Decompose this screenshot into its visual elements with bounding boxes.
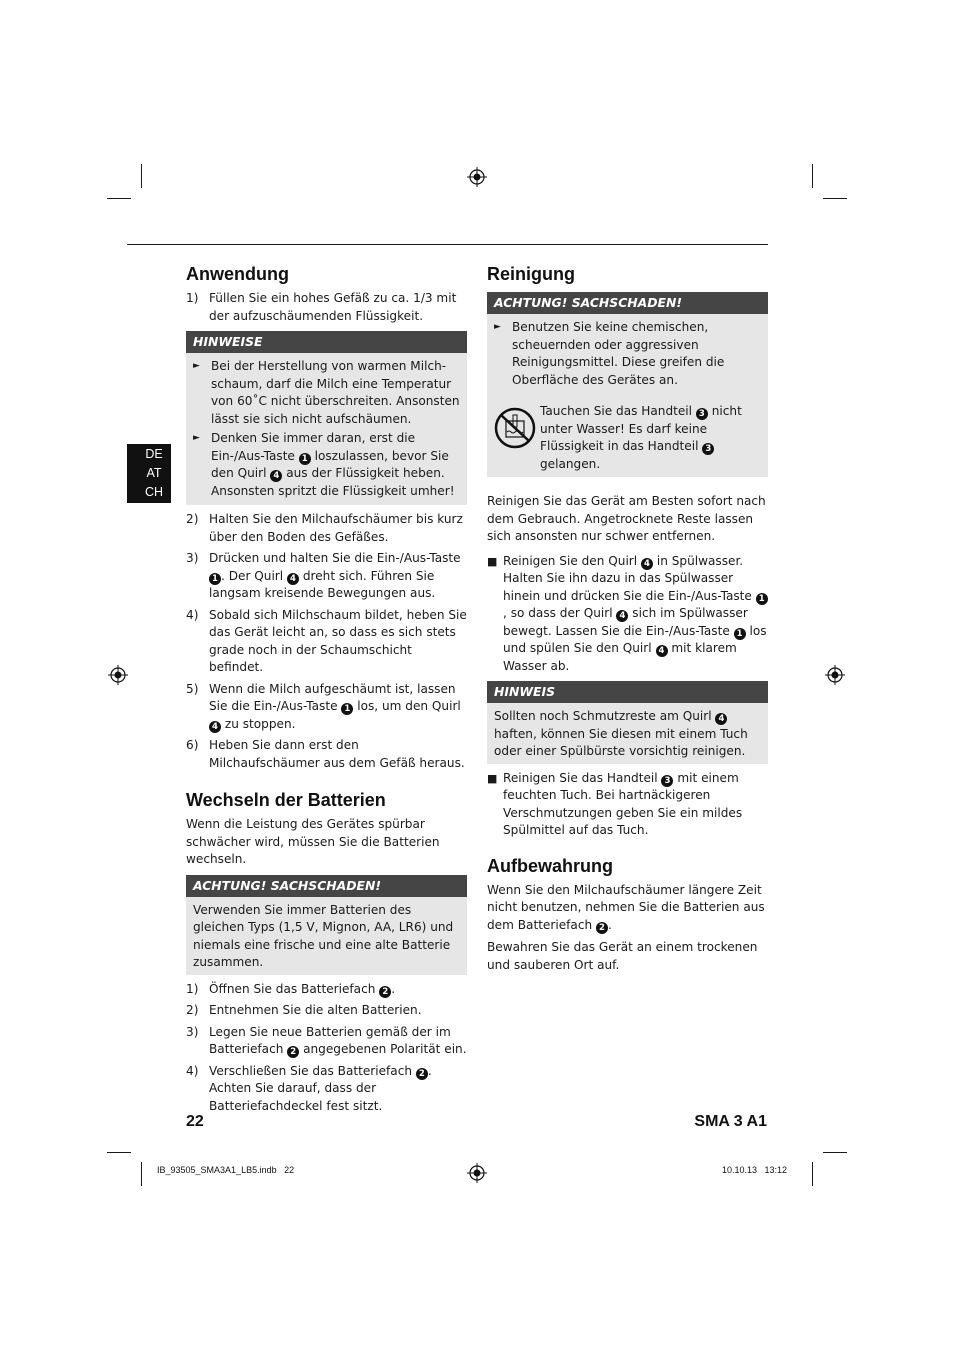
crop-mark: [823, 1152, 847, 1153]
list-item: [186, 737, 467, 772]
reinigung-paragraph: Reinigen Sie das Gerät am Besten sofort nach dem Gebrauch. Angetrocknete Reste lassen sich ansonsten nur schwer entfernen.: [487, 494, 766, 543]
callout-2-icon: 2: [379, 986, 391, 998]
note-text: Benutzen Sie keine chemischen, scheuernden oder aggressiven Reinigungsmittel. Diese greifen die Oberfläche des Gerätes an.: [512, 320, 725, 387]
step-text: Füllen Sie ein hohes Gefäß zu ca. 1/3 mit der aufzuschäumenden Flüssigkeit.: [209, 291, 457, 323]
reinigung-steps-continued: [487, 770, 768, 840]
step-number: 2): [186, 512, 199, 526]
step-text: Reinigen Sie das Handteil 3 mit einem feuchten Tuch. Bei hartnäckigeren Verschmutzungen geben Sie ein mildes Spülmittel auf das Tuch.: [503, 770, 743, 837]
arrow-icon: ►: [494, 322, 501, 332]
registration-mark-icon: [825, 665, 845, 685]
callout-4-icon: 4: [656, 645, 668, 657]
section-title-batterien: Wechseln der Batterien: [186, 790, 386, 810]
step-number: 4): [186, 1063, 199, 1078]
callout-3-icon: 3: [661, 775, 673, 787]
hinweis-box: [487, 681, 768, 764]
callout-1-icon: 1: [209, 573, 221, 585]
aufbewahrung-paragraph: Bewahren Sie das Gerät an einem trockenen und sauberen Ort auf.: [487, 940, 758, 972]
callout-1-icon: 1: [756, 593, 768, 605]
header-rule: [127, 244, 768, 245]
square-bullet-icon: ■: [487, 771, 498, 785]
step-text: Sobald sich Milchschaum bildet, heben Sie das Gerät leicht an, so dass es sich stets grade noch in der Schaumschicht befindet.: [209, 607, 467, 674]
language-ch: CH: [144, 485, 164, 499]
reinigung-steps: [487, 553, 768, 676]
model-name: SMA 3 A1: [694, 1113, 767, 1130]
registration-mark-icon: [108, 665, 128, 685]
callout-4-icon: 4: [616, 610, 628, 622]
box-title: ACHTUNG! SACHSCHADEN!: [186, 875, 467, 897]
list-item: [193, 430, 460, 500]
step-text: Drücken und halten Sie die Ein-/Aus-Taste 1 . Der Quirl 4 dreht sich. Führen Sie langsam kreisende Bewegungen aus.: [209, 551, 461, 600]
crop-mark: [107, 198, 131, 199]
square-bullet-icon: ■: [487, 554, 498, 568]
hinweise-box: [186, 331, 467, 505]
list-item: [186, 607, 467, 677]
list-item: [186, 1063, 467, 1116]
box-title: ACHTUNG! SACHSCHADEN!: [487, 292, 768, 314]
list-item: [186, 981, 467, 999]
box-title: HINWEIS: [487, 681, 768, 703]
step-number: 3): [186, 1024, 199, 1039]
batterien-intro: Wenn die Leistung des Gerätes spürbar schwächer wird, müssen Sie die Batterien wechseln.: [186, 817, 440, 866]
section-title-aufbewahrung: Aufbewahrung: [487, 855, 613, 876]
note-text: Tauchen Sie das Handteil 3 nicht unter Wasser! Es darf keine Flüssigkeit in das Handteil 3 gelangen.: [540, 404, 742, 471]
callout-1-icon: 1: [341, 703, 353, 715]
step-number: 4): [186, 607, 199, 622]
arrow-icon: ►: [193, 433, 200, 443]
callout-1-icon: 1: [299, 453, 311, 465]
step-text: Wenn die Milch aufgeschäumt ist, lassen Sie die Ein-/Aus-Taste 1 los, um den Quirl 4 zu stoppen.: [209, 681, 461, 732]
box-text: Sollten noch Schmutzreste am Quirl 4 haften, können Sie diesen mit einem Tuch oder einer Spülbürste vorsichtig reinigen.: [494, 709, 748, 758]
left-column: [186, 262, 467, 1119]
callout-1-icon: 1: [734, 628, 746, 640]
callout-2-icon: 2: [287, 1046, 299, 1058]
list-item: [186, 1002, 467, 1020]
list-item: [186, 511, 467, 546]
note-text: Bei der Herstellung von warmen Milchschaum, darf die Milch eine Temperatur von 60˚C nicht überschreiten. Ansonsten lässt sie sich nicht aufschäumen.: [211, 359, 460, 426]
list-item: [186, 681, 467, 734]
box-title: HINWEISE: [186, 331, 467, 353]
callout-2-icon: 2: [596, 922, 608, 934]
step-number: 2): [186, 1003, 199, 1017]
step-text: Verschließen Sie das Batteriefach 2 . Achten Sie darauf, dass der Batteriefachdeckel fest sitzt.: [209, 1063, 432, 1113]
step-number: 1): [186, 981, 199, 996]
list-item: [487, 770, 768, 840]
no-water-warning: [494, 403, 761, 473]
no-immersion-icon: [494, 407, 536, 449]
step-text: Halten Sie den Milchaufschäumer bis kurz über den Boden des Gefäßes.: [209, 512, 463, 544]
print-slug-file: IB_93505_SMA3A1_LB5.indb 22: [157, 1165, 295, 1175]
anwendung-steps: [186, 290, 467, 325]
language-tab: [127, 444, 171, 503]
language-at: AT: [146, 466, 162, 480]
step-text: Reinigen Sie den Quirl 4 in Spülwasser. Halten Sie ihn dazu in das Spülwasser hinein und drücken Sie die Ein-/Aus-Taste 1, so dass der Quirl 4 sich im Spülwasser bewegt. Lassen Sie die Ein-/Aus-Taste 1 los und spülen Sie den Quirl 4 mit klarem Wasser ab.: [503, 553, 767, 673]
right-column: [487, 262, 768, 978]
achtung-box: [487, 292, 768, 477]
anwendung-steps-continued: [186, 511, 467, 772]
crop-mark: [141, 1162, 142, 1186]
list-item: [186, 1024, 467, 1059]
achtung-box: [186, 875, 467, 975]
page-number: 22: [186, 1113, 204, 1130]
list-item: [193, 358, 460, 428]
registration-mark-icon: [467, 1163, 487, 1183]
callout-3-icon: 3: [702, 443, 714, 455]
step-text: Legen Sie neue Batterien gemäß der im Batteriefach 2 angegebenen Polarität ein.: [209, 1024, 467, 1057]
language-de: DE: [145, 447, 163, 461]
list-item: [186, 290, 467, 325]
callout-4-icon: 4: [209, 721, 221, 733]
callout-4-icon: 4: [641, 558, 653, 570]
list-item: [494, 319, 761, 389]
list-item: [487, 553, 768, 676]
callout-2-icon: 2: [416, 1068, 428, 1080]
crop-mark: [107, 1152, 131, 1153]
step-number: 1): [186, 291, 199, 305]
section-title-reinigung: Reinigung: [487, 264, 575, 284]
batterien-steps: [186, 981, 467, 1116]
step-text: Heben Sie dann erst den Milchaufschäumer aus dem Gefäß heraus.: [209, 738, 465, 770]
callout-3-icon: 3: [696, 408, 708, 420]
step-text: Entnehmen Sie die alten Batterien.: [209, 1003, 422, 1017]
step-number: 5): [186, 681, 199, 696]
crop-mark: [141, 164, 142, 188]
step-text: Öffnen Sie das Batteriefach 2 .: [209, 981, 396, 997]
section-title-anwendung: Anwendung: [186, 264, 289, 284]
arrow-icon: ►: [193, 361, 200, 371]
step-number: 3): [186, 551, 199, 565]
box-text: Verwenden Sie immer Batterien des gleichen Typs (1,5 V, Mignon, AA, LR6) und niemals eine frische und eine alte Batterie zusammen.: [193, 902, 454, 969]
callout-4-icon: 4: [287, 573, 299, 585]
print-slug-date: 10.10.13 13:12: [722, 1165, 788, 1175]
crop-mark: [812, 1162, 813, 1186]
crop-mark: [812, 164, 813, 188]
registration-mark-icon: [467, 167, 487, 187]
callout-4-icon: 4: [715, 713, 727, 725]
aufbewahrung-paragraph: Wenn Sie den Milchaufschäumer längere Zeit nicht benutzen, nehmen Sie die Batterien aus dem Batteriefach 2 .: [487, 882, 765, 933]
crop-mark: [823, 198, 847, 199]
step-number: 6): [186, 738, 199, 752]
callout-4-icon: 4: [270, 470, 282, 482]
note-text: Denken Sie immer daran, erst die Ein-/Aus-Taste 1 loszulassen, bevor Sie den Quirl 4 aus der Flüssigkeit heben. Ansonsten spritzt die Flüssigkeit umher!: [211, 431, 455, 498]
list-item: [186, 550, 467, 603]
